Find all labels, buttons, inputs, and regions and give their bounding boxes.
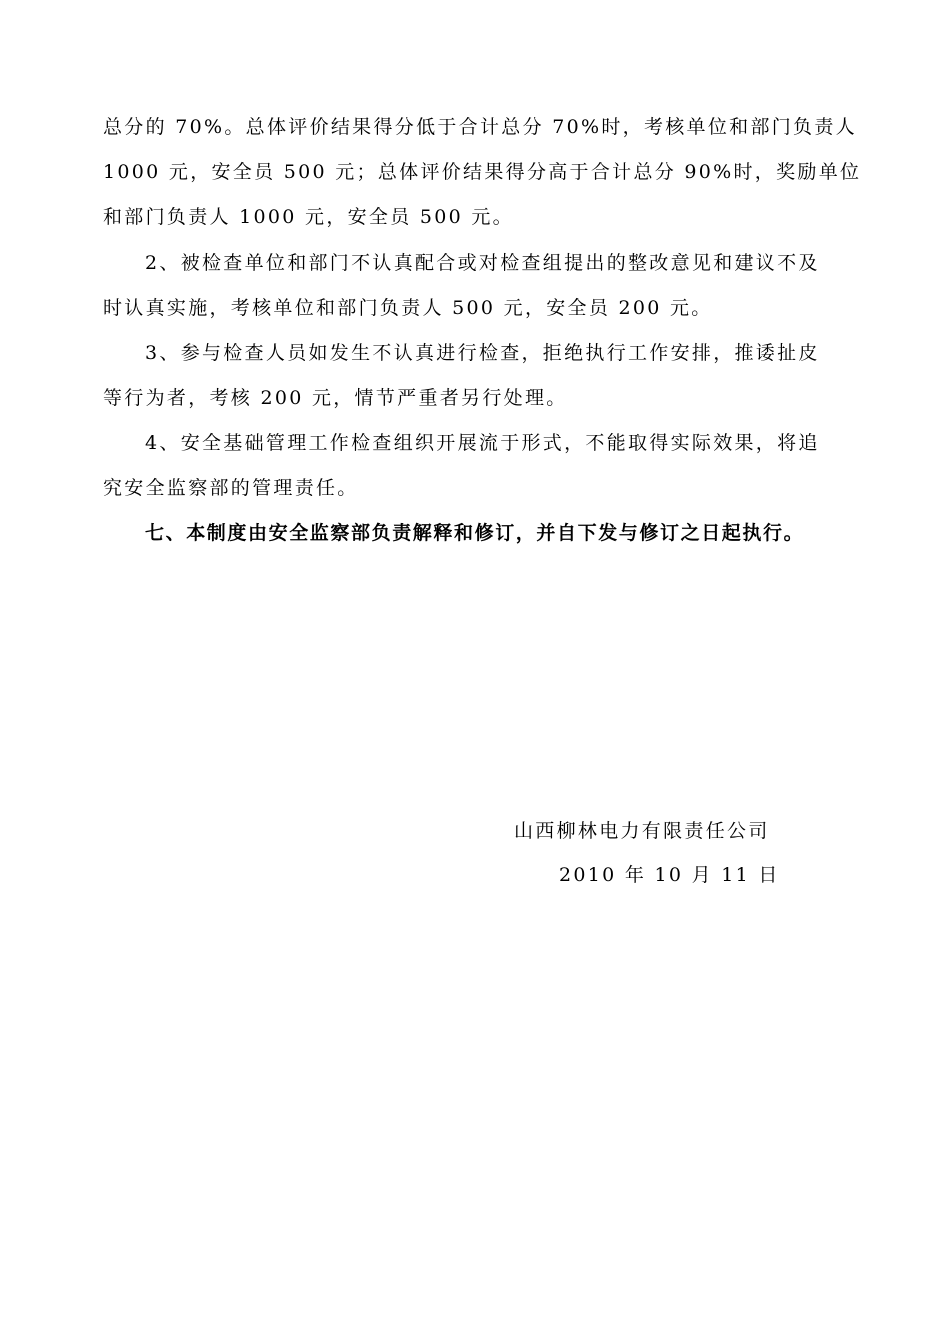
text-line: 4、安全基础管理工作检查组织开展流于形式，不能取得实际效果，将追: [145, 432, 820, 454]
company-name: 山西柳林电力有限责任公司: [514, 820, 770, 842]
section-seven-heading: 七、本制度由安全监察部负责解释和修订，并自下发与修订之日起执行。: [145, 522, 805, 544]
text-line: 总分的 70%。总体评价结果得分低于合计总分 70%时，考核单位和部门负责人: [103, 116, 857, 138]
text-line: 2、被检查单位和部门不认真配合或对检查组提出的整改意见和建议不及: [145, 252, 820, 274]
text-line: 和部门负责人 1000 元，安全员 500 元。: [103, 206, 514, 228]
text-line: 究安全监察部的管理责任。: [103, 477, 359, 499]
text-line: 3、参与检查人员如发生不认真进行检查，拒绝执行工作安排，推诿扯皮: [145, 342, 820, 364]
text-line: 时认真实施，考核单位和部门负责人 500 元，安全员 200 元。: [103, 297, 713, 319]
text-line: 等行为者，考核 200 元，情节严重者另行处理。: [103, 387, 568, 409]
issue-date: 2010 年 10 月 11 日: [559, 864, 780, 886]
text-line: 1000 元，安全员 500 元；总体评价结果得分高于合计总分 90%时，奖励单位: [103, 161, 862, 183]
